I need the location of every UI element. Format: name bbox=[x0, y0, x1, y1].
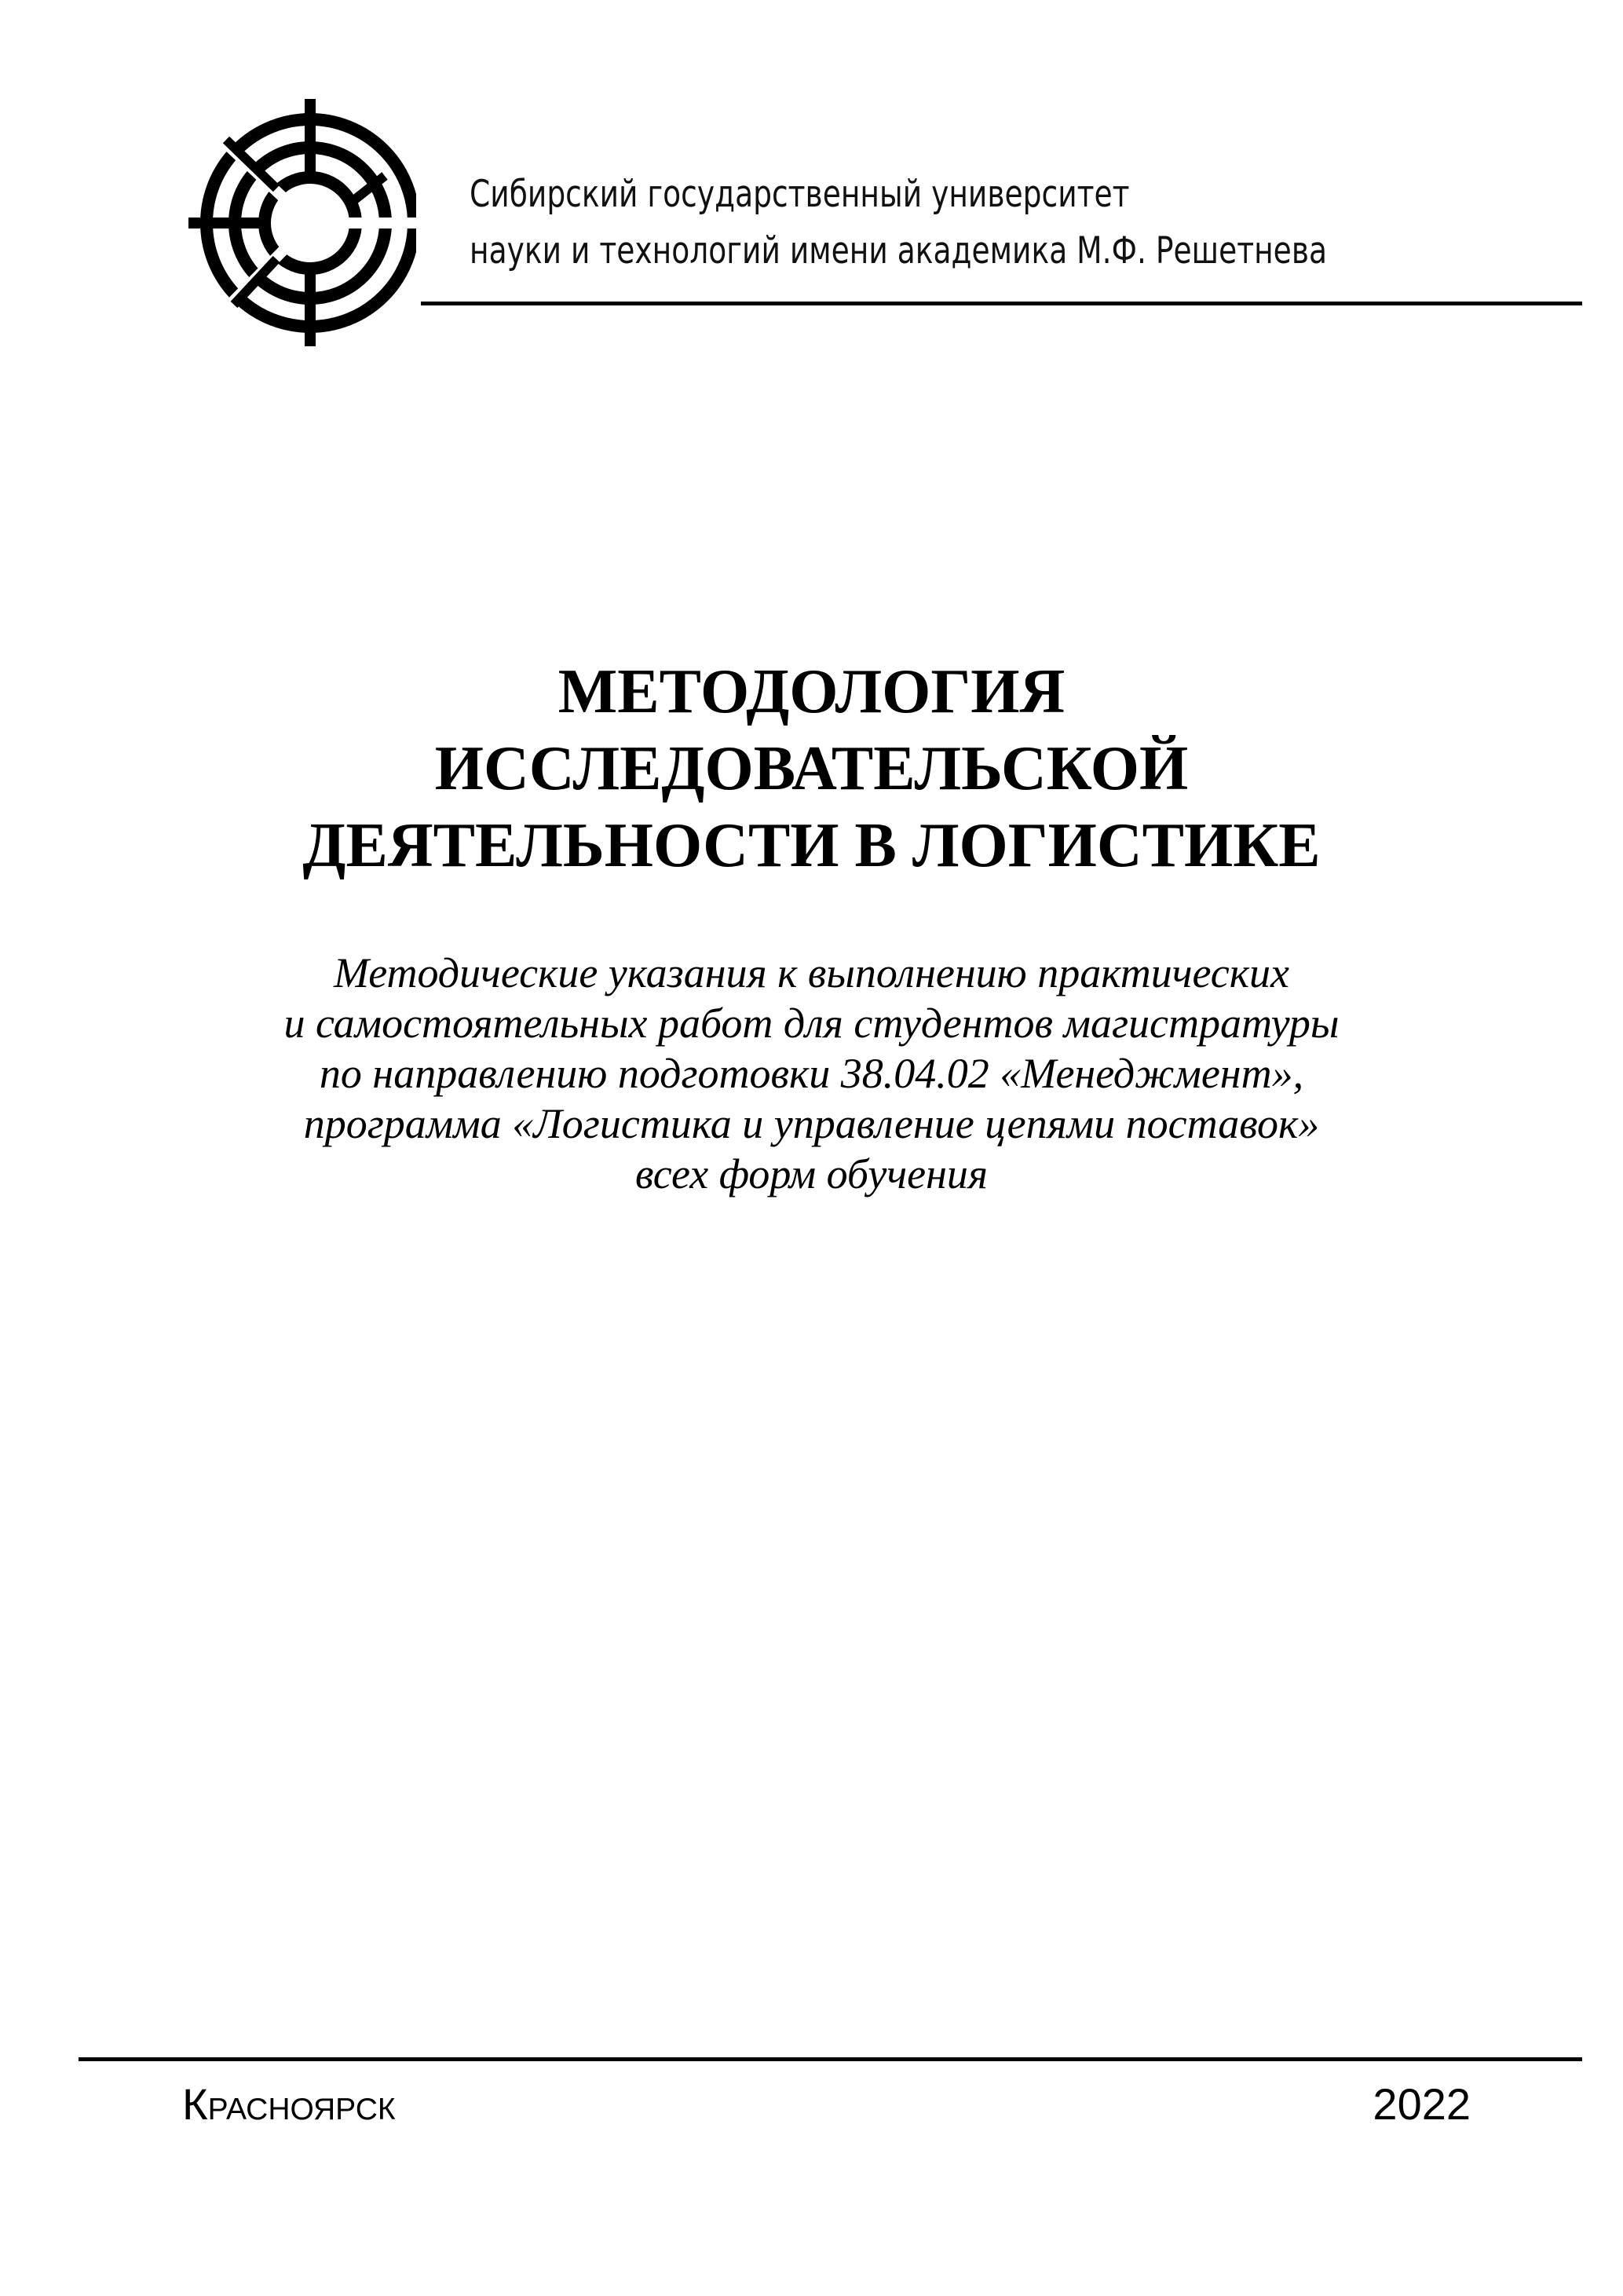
header-divider bbox=[421, 302, 1582, 305]
subtitle-line-5: всех форм обучения bbox=[635, 1150, 988, 1197]
title-line-1: МЕТОДОЛОГИЯ bbox=[557, 657, 1066, 726]
title-line-2: ИССЛЕДОВАТЕЛЬСКОЙ bbox=[434, 734, 1189, 803]
subtitle-line-4: программа «Логистика и управление цепями поставок» bbox=[303, 1100, 1320, 1147]
university-name bbox=[470, 166, 1327, 280]
footer-city: Красноярск bbox=[182, 2079, 396, 2129]
subtitle-line-2: и самостоятельных работ для студентов магистратуры bbox=[283, 1000, 1340, 1047]
footer-year: 2022 bbox=[1373, 2079, 1471, 2129]
university-name-line-2: науки и технологий имени академика М.Ф. Решетнева bbox=[470, 229, 1328, 272]
university-name-line-1: Сибирский государственный университет bbox=[470, 173, 1130, 216]
document-subtitle bbox=[0, 948, 1623, 1199]
subtitle-line-1: Методические указания к выполнению практических bbox=[334, 949, 1289, 996]
subtitle-line-3: по направлению подготовки 38.04.02 «Менеджмент», bbox=[319, 1050, 1304, 1097]
university-emblem-icon bbox=[188, 99, 416, 346]
footer-divider bbox=[79, 2057, 1582, 2061]
document-title bbox=[0, 653, 1623, 884]
title-line-3: ДЕЯТЕЛЬНОСТИ В ЛОГИСТИКЕ bbox=[302, 811, 1321, 880]
